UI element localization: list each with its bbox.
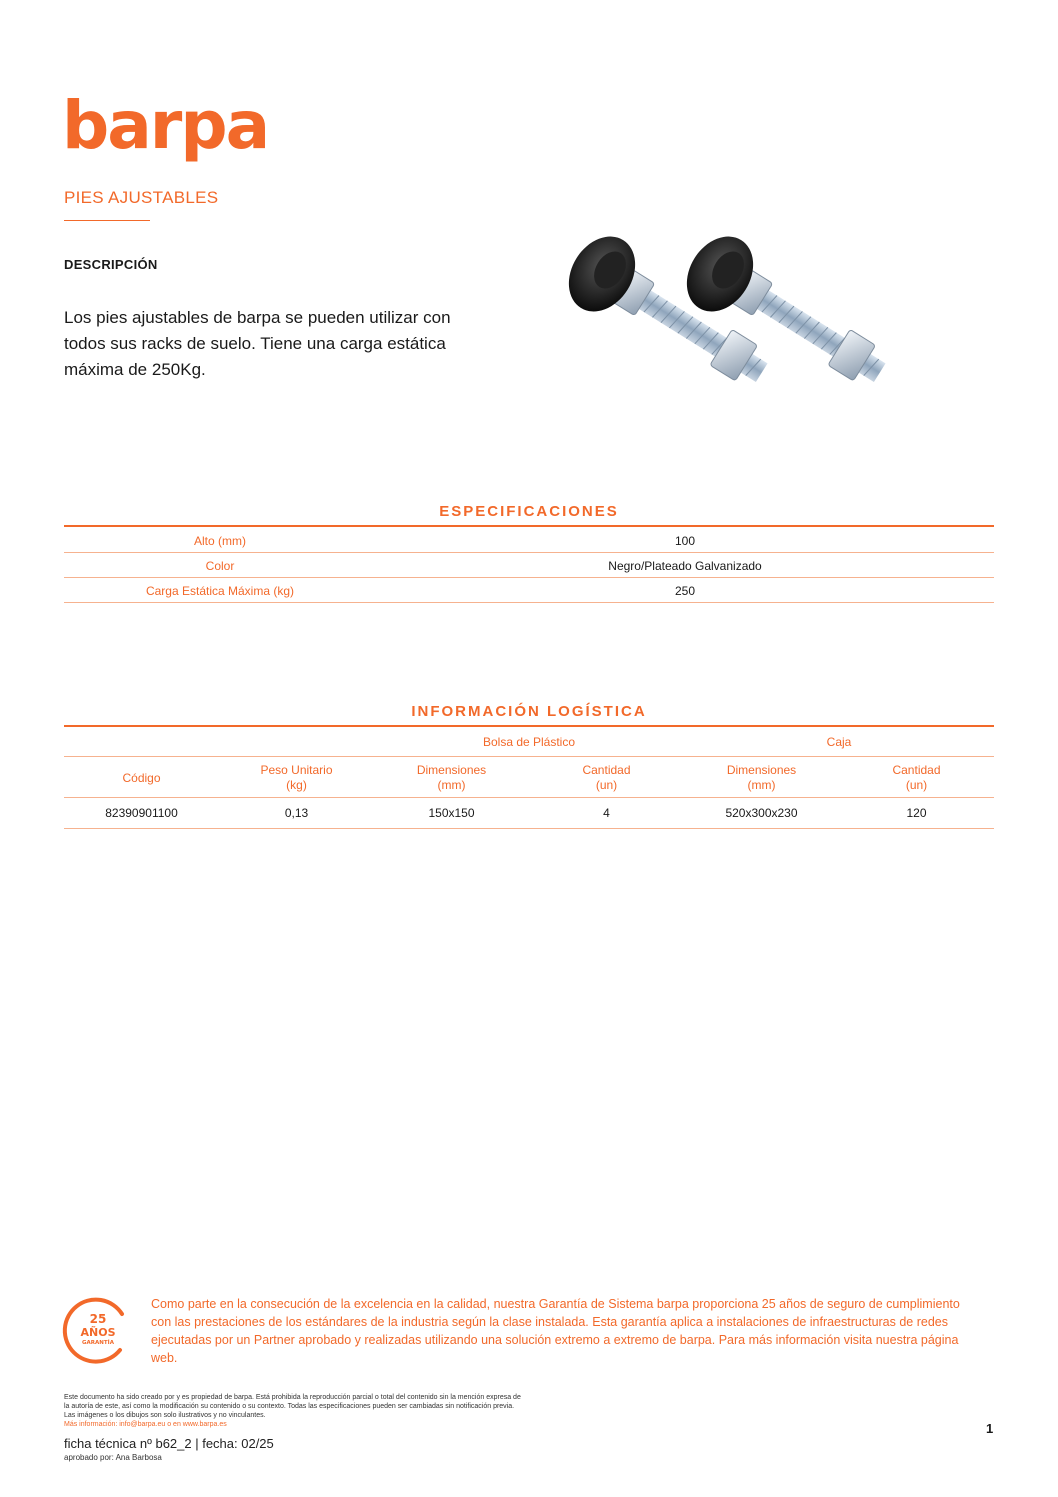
row-divider bbox=[64, 797, 994, 798]
title-underline bbox=[64, 220, 150, 221]
barpa-logo bbox=[62, 96, 292, 168]
guarantee-badge-icon bbox=[62, 1294, 132, 1364]
col-header bbox=[374, 763, 529, 793]
col-header-unit: (kg) bbox=[286, 778, 307, 792]
spec-label: Carga Estática Máxima (kg) bbox=[145, 583, 295, 598]
specs-top-rule bbox=[64, 525, 994, 527]
spec-label: Color bbox=[205, 558, 235, 573]
table-row bbox=[64, 806, 994, 820]
logistics-group-row bbox=[64, 735, 994, 750]
specs-title: ESPECIFICACIONES bbox=[439, 503, 619, 520]
col-header bbox=[529, 763, 684, 793]
col-header-line: Cantidad bbox=[582, 763, 631, 777]
col-header-line: Cantidad bbox=[892, 763, 941, 777]
row-divider bbox=[64, 602, 994, 603]
product-image bbox=[560, 226, 905, 406]
legal-notice bbox=[64, 1393, 524, 1429]
col-header-line: Código bbox=[122, 770, 161, 785]
col-header-unit: (un) bbox=[595, 778, 618, 792]
cell-caja-qty: 120 bbox=[906, 806, 927, 820]
product-title: PIES AJUSTABLES bbox=[64, 188, 219, 207]
row-divider bbox=[64, 756, 994, 757]
description-heading: DESCRIPCIÓN bbox=[64, 257, 158, 272]
spec-row bbox=[64, 553, 994, 578]
spec-value: 100 bbox=[674, 533, 696, 548]
approved-by: aprobado por: Ana Barbosa bbox=[64, 1453, 162, 1462]
col-header-unit: (mm) bbox=[747, 778, 776, 792]
col-header-line: Dimensiones bbox=[726, 763, 797, 777]
cell-codigo: 82390901100 bbox=[105, 806, 178, 820]
logistics-header-row bbox=[64, 762, 994, 794]
col-header-line: Peso Unitario bbox=[260, 763, 333, 777]
logistics-top-rule bbox=[64, 725, 994, 727]
spec-label: Alto (mm) bbox=[194, 533, 246, 548]
cell-bolsa-dim: 150x150 bbox=[428, 806, 475, 820]
foot-right bbox=[673, 226, 890, 390]
col-header bbox=[684, 763, 839, 793]
page-number: 1 bbox=[986, 1421, 994, 1436]
badge-label: GARANTÍA bbox=[82, 1340, 114, 1346]
col-header-line: Dimensiones bbox=[416, 763, 487, 777]
badge-number: 25 bbox=[89, 1312, 107, 1326]
logistics-title: INFORMACIÓN LOGÍSTICA bbox=[411, 703, 647, 720]
spec-row bbox=[64, 578, 994, 603]
description-text: Los pies ajustables de barpa se pueden utilizar con todos sus racks de suelo. Tiene una carga estática máxima de 250Kg. bbox=[64, 308, 451, 379]
group-caja: Caja bbox=[826, 735, 852, 749]
more-info-link[interactable]: Más información: info@barpa.eu o en www.barpa.es bbox=[64, 1421, 227, 1428]
cell-bolsa-qty: 4 bbox=[603, 806, 610, 820]
legal-text: Este documento ha sido creado por y es propiedad de barpa. Está prohibida la reproducción parcial o total del contenido sin la mención expresa de la autoría de este, así como la modificación su contenido o su contexto. Todas las especificaciones pueden ser cambiadas sin notificación previa. Las imágenes o los dibujos son solo ilustrativos y no vinculantes. bbox=[64, 1394, 521, 1419]
cell-peso: 0,13 bbox=[284, 806, 309, 820]
spec-value: Negro/Plateado Galvanizado bbox=[608, 558, 762, 573]
col-header bbox=[839, 763, 994, 793]
group-bolsa: Bolsa de Plástico bbox=[482, 735, 576, 749]
row-divider bbox=[64, 828, 994, 829]
col-header-unit: (mm) bbox=[437, 778, 466, 792]
logo-text: barpa bbox=[62, 96, 269, 164]
cell-caja-dim: 520x300x230 bbox=[725, 806, 798, 820]
spec-row bbox=[64, 528, 994, 553]
col-header bbox=[64, 771, 219, 786]
col-header-unit: (un) bbox=[905, 778, 928, 792]
guarantee-text: Como parte en la consecución de la excelencia en la calidad, nuestra Garantía de Sistema barpa proporciona 25 años de seguro de cumplimiento con las prestaciones de los estándares de la industria según la clase instalada. Esta garantía aplica a instalaciones de infraestructuras de redes ejecutadas por un Partner aprobado y realizadas utilizando una solución extremo a extremo de barpa. Para más información visita nuestra página web. bbox=[151, 1297, 960, 1365]
col-header bbox=[219, 763, 374, 793]
spec-value: 250 bbox=[674, 583, 696, 598]
badge-years: AÑOS bbox=[80, 1326, 116, 1339]
sheet-info: ficha técnica nº b62_2 | fecha: 02/25 bbox=[64, 1436, 274, 1451]
